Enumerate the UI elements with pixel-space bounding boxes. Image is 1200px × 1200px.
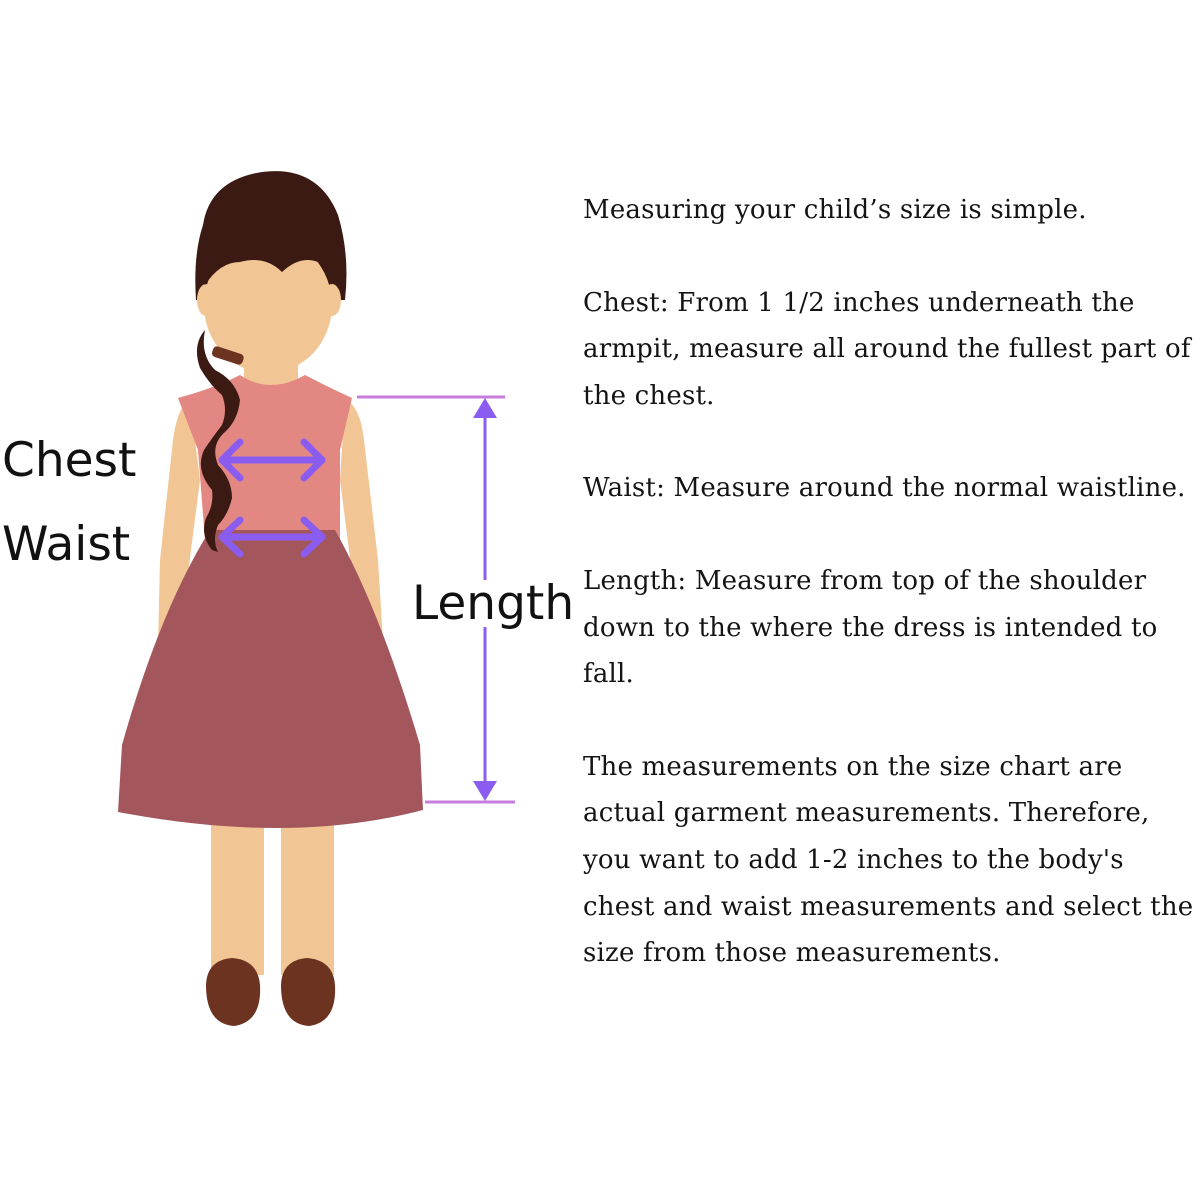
- chest-instruction: Chest: From 1 1/2 inches underneath the armpit, measure all around the fullest part of the chest.: [583, 287, 1191, 411]
- legs: [211, 810, 334, 975]
- waist-instruction: Waist: Measure around the normal waistline.: [583, 473, 1186, 504]
- ear-right: [323, 284, 341, 316]
- chest-label: Chest: [2, 433, 137, 488]
- intro-text: Measuring your child’s size is simple.: [583, 195, 1087, 225]
- length-label: Length: [412, 576, 575, 631]
- shoes: [206, 958, 335, 1026]
- ear-left: [197, 284, 215, 316]
- waist-label: Waist: [2, 517, 131, 572]
- garment-note: The measurements on the size chart are actual garment measurements. Therefore, you want to add 1-2 inches to the body's chest and waist measurements and select the size from those measurements.: [583, 751, 1194, 969]
- measurement-instructions: [583, 187, 1200, 977]
- length-instruction: Length: Measure from top of the shoulder down to the where the dress is intended to fall.: [583, 565, 1158, 690]
